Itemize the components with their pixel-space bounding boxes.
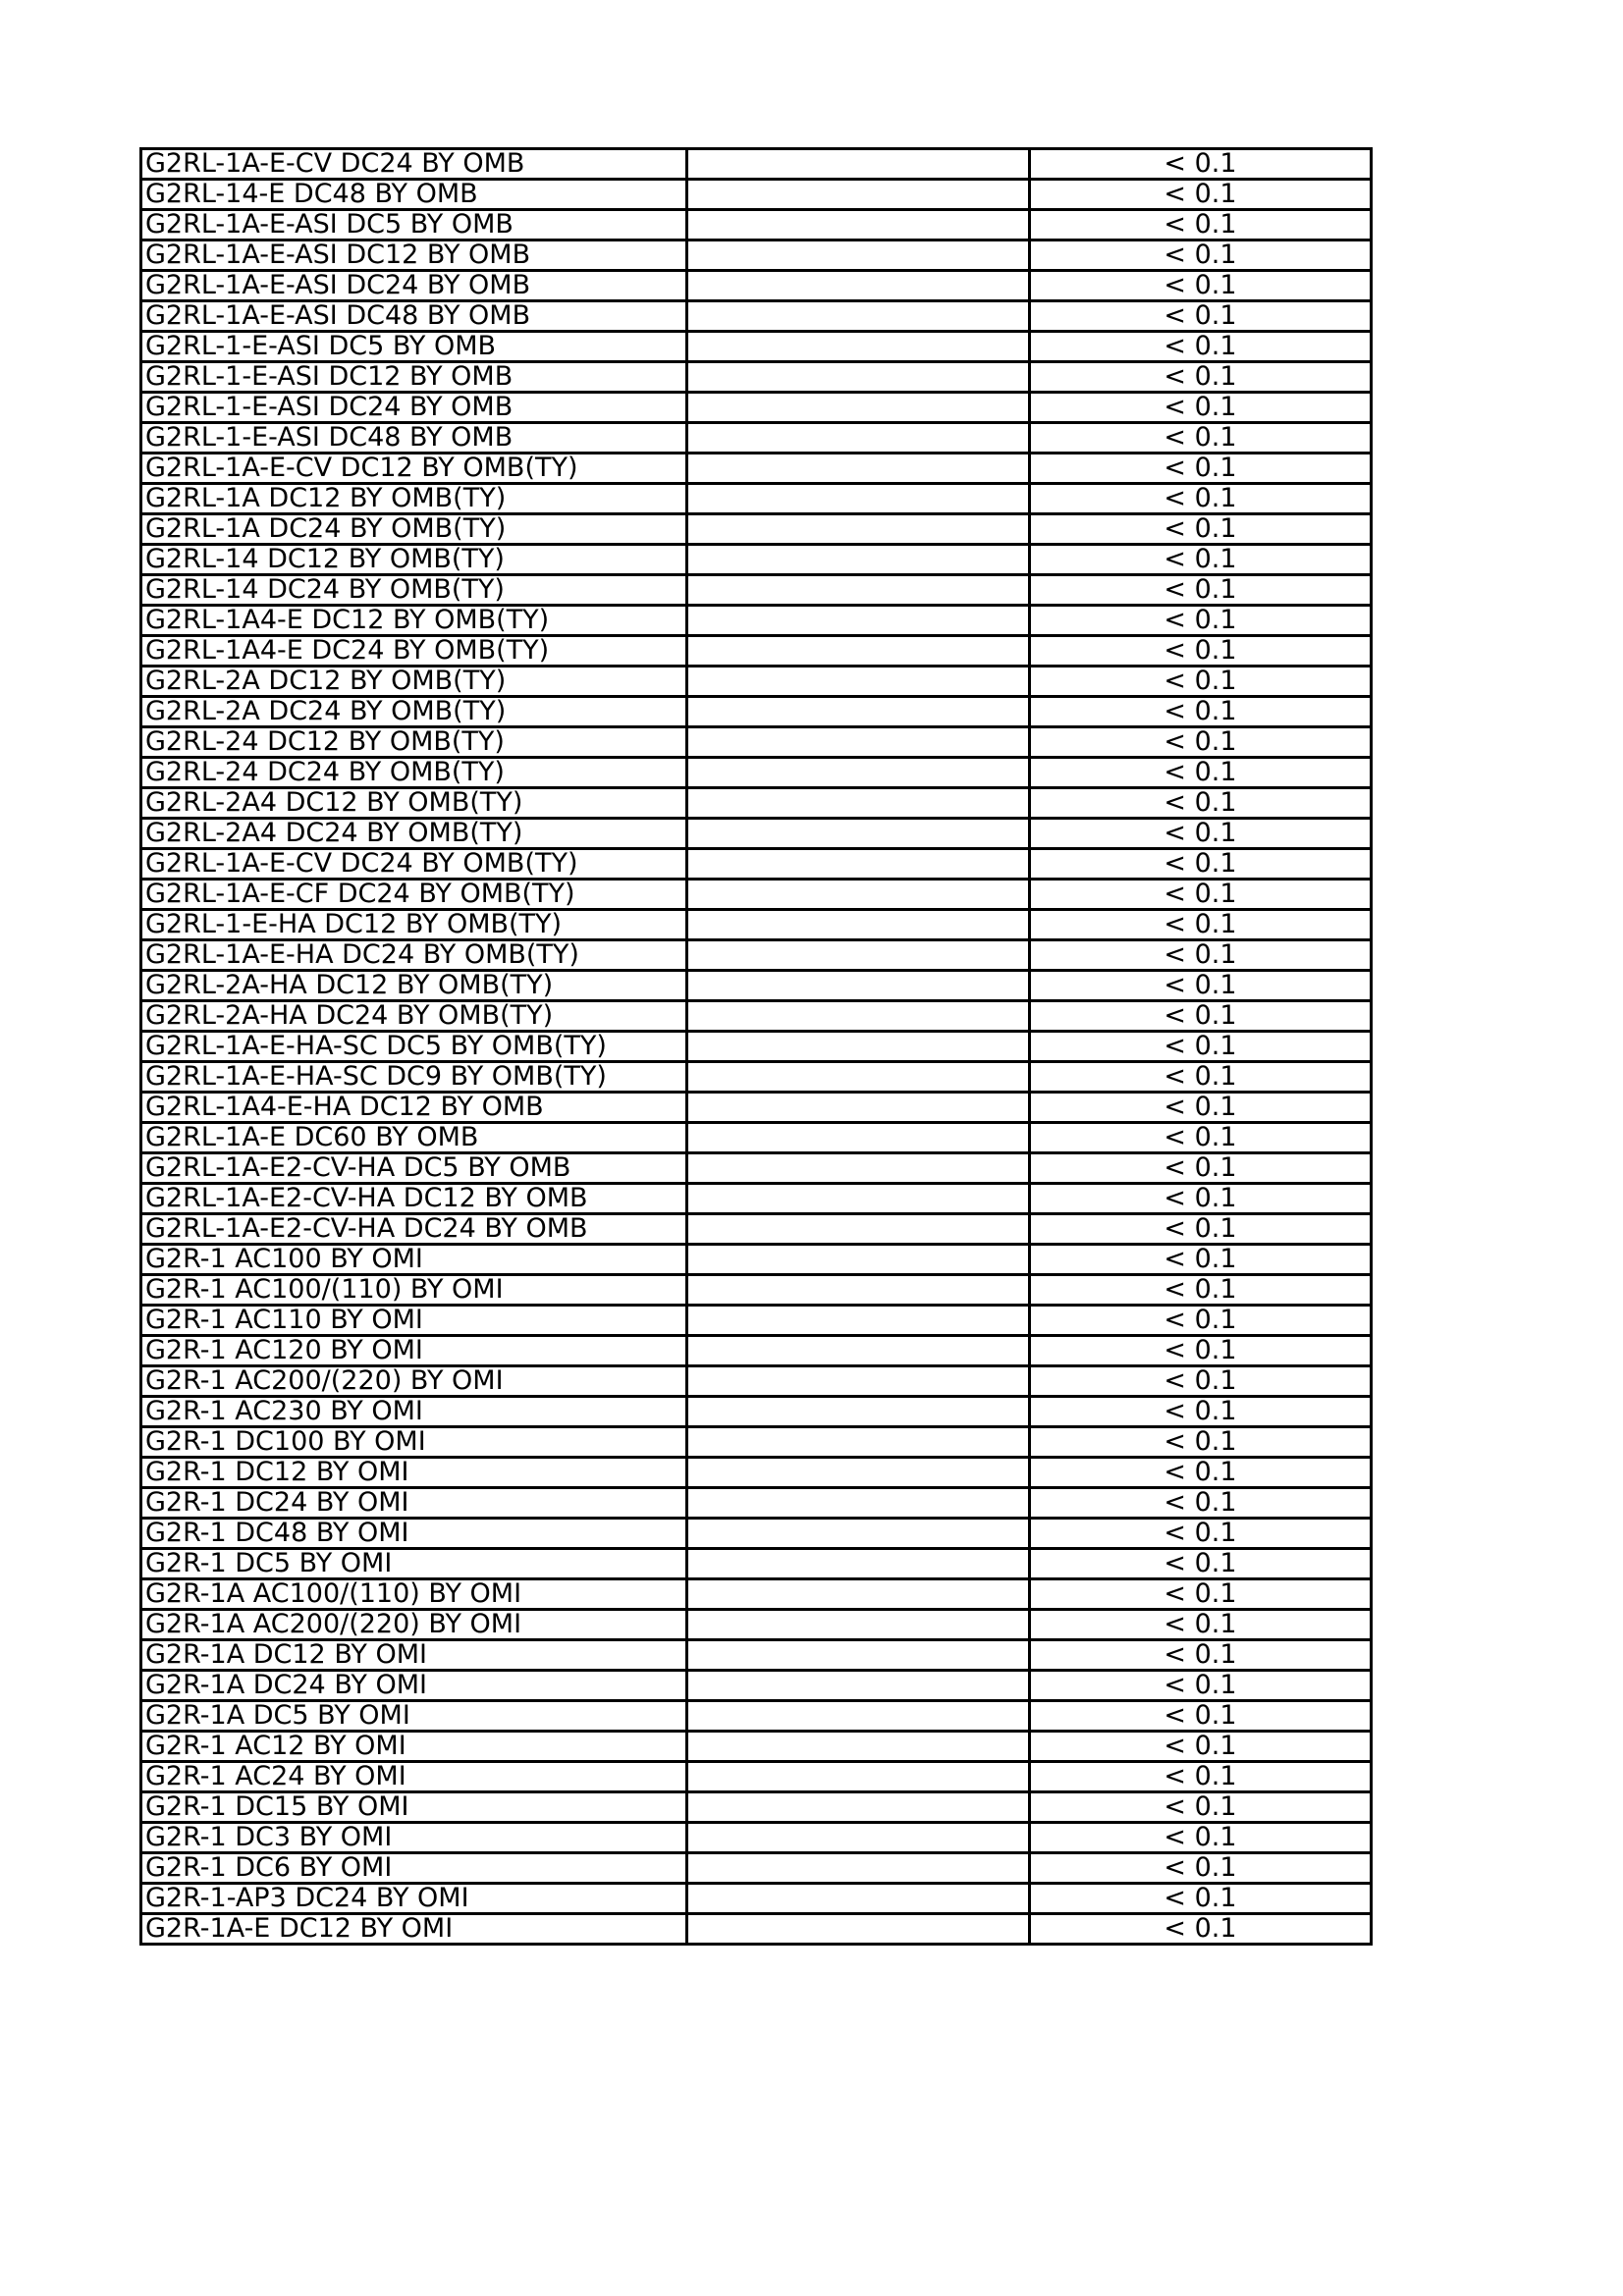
table-row bbox=[141, 1366, 1372, 1397]
value-cell: < 0.1 bbox=[1030, 1366, 1372, 1397]
part-number-cell: G2R-1 DC6 BY OMI bbox=[141, 1853, 687, 1884]
empty-cell bbox=[687, 1184, 1030, 1214]
table-row bbox=[141, 1336, 1372, 1366]
parts-table-body bbox=[141, 149, 1372, 1945]
part-number-cell: G2R-1A-E DC12 BY OMI bbox=[141, 1914, 687, 1945]
part-number-cell: G2RL-14 DC12 BY OMB(TY) bbox=[141, 545, 687, 575]
part-number-cell: G2RL-1-E-ASI DC5 BY OMB bbox=[141, 332, 687, 362]
table-row bbox=[141, 1549, 1372, 1579]
table-row bbox=[141, 240, 1372, 271]
part-number-cell: G2RL-1-E-ASI DC24 BY OMB bbox=[141, 393, 687, 423]
value-cell: < 0.1 bbox=[1030, 271, 1372, 301]
empty-cell bbox=[687, 1701, 1030, 1732]
table-row bbox=[141, 1701, 1372, 1732]
part-number-cell: G2RL-1A-E2-CV-HA DC24 BY OMB bbox=[141, 1214, 687, 1245]
table-row bbox=[141, 1853, 1372, 1884]
value-cell: < 0.1 bbox=[1030, 1397, 1372, 1427]
table-row bbox=[141, 1275, 1372, 1306]
part-number-cell: G2RL-1A-E-CV DC24 BY OMB bbox=[141, 149, 687, 180]
empty-cell bbox=[687, 484, 1030, 514]
empty-cell bbox=[687, 1001, 1030, 1032]
table-row bbox=[141, 1062, 1372, 1093]
empty-cell bbox=[687, 788, 1030, 819]
table-row bbox=[141, 423, 1372, 454]
parts-table bbox=[139, 147, 1373, 1946]
table-row bbox=[141, 940, 1372, 971]
part-number-cell: G2R-1 AC100 BY OMI bbox=[141, 1245, 687, 1275]
value-cell: < 0.1 bbox=[1030, 1519, 1372, 1549]
value-cell: < 0.1 bbox=[1030, 1701, 1372, 1732]
value-cell: < 0.1 bbox=[1030, 1093, 1372, 1123]
value-cell: < 0.1 bbox=[1030, 1184, 1372, 1214]
part-number-cell: G2RL-1A-E-CF DC24 BY OMB(TY) bbox=[141, 880, 687, 910]
empty-cell bbox=[687, 575, 1030, 606]
part-number-cell: G2R-1 AC200/(220) BY OMI bbox=[141, 1366, 687, 1397]
value-cell: < 0.1 bbox=[1030, 1153, 1372, 1184]
table-row bbox=[141, 606, 1372, 636]
table-row bbox=[141, 271, 1372, 301]
value-cell: < 0.1 bbox=[1030, 240, 1372, 271]
value-cell: < 0.1 bbox=[1030, 1123, 1372, 1153]
part-number-cell: G2RL-1A-E-CV DC12 BY OMB(TY) bbox=[141, 454, 687, 484]
part-number-cell: G2RL-1A-E-HA DC24 BY OMB(TY) bbox=[141, 940, 687, 971]
table-row bbox=[141, 210, 1372, 240]
empty-cell bbox=[687, 1214, 1030, 1245]
value-cell: < 0.1 bbox=[1030, 1306, 1372, 1336]
part-number-cell: G2RL-1A4-E-HA DC12 BY OMB bbox=[141, 1093, 687, 1123]
value-cell: < 0.1 bbox=[1030, 1214, 1372, 1245]
table-row bbox=[141, 971, 1372, 1001]
table-row bbox=[141, 301, 1372, 332]
empty-cell bbox=[687, 819, 1030, 849]
part-number-cell: G2R-1 DC100 BY OMI bbox=[141, 1427, 687, 1458]
part-number-cell: G2R-1 AC24 BY OMI bbox=[141, 1762, 687, 1792]
empty-cell bbox=[687, 1579, 1030, 1610]
value-cell: < 0.1 bbox=[1030, 332, 1372, 362]
empty-cell bbox=[687, 1397, 1030, 1427]
empty-cell bbox=[687, 880, 1030, 910]
part-number-cell: G2RL-2A4 DC12 BY OMB(TY) bbox=[141, 788, 687, 819]
empty-cell bbox=[687, 362, 1030, 393]
empty-cell bbox=[687, 971, 1030, 1001]
table-row bbox=[141, 1488, 1372, 1519]
table-row bbox=[141, 149, 1372, 180]
table-row bbox=[141, 393, 1372, 423]
value-cell: < 0.1 bbox=[1030, 819, 1372, 849]
empty-cell bbox=[687, 940, 1030, 971]
table-row bbox=[141, 1884, 1372, 1914]
table-row bbox=[141, 636, 1372, 667]
value-cell: < 0.1 bbox=[1030, 575, 1372, 606]
part-number-cell: G2RL-1A-E2-CV-HA DC5 BY OMB bbox=[141, 1153, 687, 1184]
empty-cell bbox=[687, 1884, 1030, 1914]
part-number-cell: G2RL-1A-E-ASI DC5 BY OMB bbox=[141, 210, 687, 240]
part-number-cell: G2R-1-AP3 DC24 BY OMI bbox=[141, 1884, 687, 1914]
value-cell: < 0.1 bbox=[1030, 1914, 1372, 1945]
value-cell: < 0.1 bbox=[1030, 697, 1372, 727]
table-row bbox=[141, 1184, 1372, 1214]
empty-cell bbox=[687, 545, 1030, 575]
empty-cell bbox=[687, 514, 1030, 545]
value-cell: < 0.1 bbox=[1030, 1275, 1372, 1306]
empty-cell bbox=[687, 240, 1030, 271]
part-number-cell: G2R-1A DC12 BY OMI bbox=[141, 1640, 687, 1671]
table-row bbox=[141, 1458, 1372, 1488]
value-cell: < 0.1 bbox=[1030, 1032, 1372, 1062]
part-number-cell: G2R-1 DC24 BY OMI bbox=[141, 1488, 687, 1519]
part-number-cell: G2RL-14-E DC48 BY OMB bbox=[141, 180, 687, 210]
table-row bbox=[141, 1032, 1372, 1062]
part-number-cell: G2RL-1-E-ASI DC12 BY OMB bbox=[141, 362, 687, 393]
value-cell: < 0.1 bbox=[1030, 758, 1372, 788]
empty-cell bbox=[687, 454, 1030, 484]
value-cell: < 0.1 bbox=[1030, 454, 1372, 484]
empty-cell bbox=[687, 1853, 1030, 1884]
table-row bbox=[141, 545, 1372, 575]
empty-cell bbox=[687, 1914, 1030, 1945]
empty-cell bbox=[687, 1427, 1030, 1458]
part-number-cell: G2RL-1A4-E DC12 BY OMB(TY) bbox=[141, 606, 687, 636]
value-cell: < 0.1 bbox=[1030, 727, 1372, 758]
value-cell: < 0.1 bbox=[1030, 1853, 1372, 1884]
part-number-cell: G2R-1 AC120 BY OMI bbox=[141, 1336, 687, 1366]
empty-cell bbox=[687, 1610, 1030, 1640]
part-number-cell: G2R-1 DC3 BY OMI bbox=[141, 1823, 687, 1853]
value-cell: < 0.1 bbox=[1030, 1762, 1372, 1792]
empty-cell bbox=[687, 1153, 1030, 1184]
value-cell: < 0.1 bbox=[1030, 1671, 1372, 1701]
empty-cell bbox=[687, 1093, 1030, 1123]
empty-cell bbox=[687, 1732, 1030, 1762]
part-number-cell: G2RL-1A-E-ASI DC48 BY OMB bbox=[141, 301, 687, 332]
part-number-cell: G2RL-14 DC24 BY OMB(TY) bbox=[141, 575, 687, 606]
table-row bbox=[141, 788, 1372, 819]
part-number-cell: G2R-1 AC100/(110) BY OMI bbox=[141, 1275, 687, 1306]
empty-cell bbox=[687, 1245, 1030, 1275]
value-cell: < 0.1 bbox=[1030, 149, 1372, 180]
empty-cell bbox=[687, 423, 1030, 454]
empty-cell bbox=[687, 1488, 1030, 1519]
empty-cell bbox=[687, 180, 1030, 210]
value-cell: < 0.1 bbox=[1030, 971, 1372, 1001]
empty-cell bbox=[687, 1123, 1030, 1153]
table-row bbox=[141, 758, 1372, 788]
value-cell: < 0.1 bbox=[1030, 1823, 1372, 1853]
value-cell: < 0.1 bbox=[1030, 636, 1372, 667]
part-number-cell: G2RL-2A DC24 BY OMB(TY) bbox=[141, 697, 687, 727]
table-row bbox=[141, 1732, 1372, 1762]
empty-cell bbox=[687, 332, 1030, 362]
table-row bbox=[141, 819, 1372, 849]
value-cell: < 0.1 bbox=[1030, 1245, 1372, 1275]
value-cell: < 0.1 bbox=[1030, 788, 1372, 819]
table-row bbox=[141, 1245, 1372, 1275]
table-row bbox=[141, 575, 1372, 606]
part-number-cell: G2R-1A AC200/(220) BY OMI bbox=[141, 1610, 687, 1640]
table-row bbox=[141, 727, 1372, 758]
empty-cell bbox=[687, 393, 1030, 423]
table-row bbox=[141, 1001, 1372, 1032]
empty-cell bbox=[687, 667, 1030, 697]
table-row bbox=[141, 1397, 1372, 1427]
value-cell: < 0.1 bbox=[1030, 1549, 1372, 1579]
table-row bbox=[141, 332, 1372, 362]
empty-cell bbox=[687, 1366, 1030, 1397]
table-row bbox=[141, 1123, 1372, 1153]
part-number-cell: G2RL-1A-E2-CV-HA DC12 BY OMB bbox=[141, 1184, 687, 1214]
part-number-cell: G2R-1 DC5 BY OMI bbox=[141, 1549, 687, 1579]
table-row bbox=[141, 362, 1372, 393]
table-row bbox=[141, 1823, 1372, 1853]
empty-cell bbox=[687, 1275, 1030, 1306]
part-number-cell: G2RL-1A-E-ASI DC24 BY OMB bbox=[141, 271, 687, 301]
table-row bbox=[141, 1640, 1372, 1671]
value-cell: < 0.1 bbox=[1030, 362, 1372, 393]
empty-cell bbox=[687, 1762, 1030, 1792]
part-number-cell: G2RL-2A-HA DC24 BY OMB(TY) bbox=[141, 1001, 687, 1032]
part-number-cell: G2RL-2A DC12 BY OMB(TY) bbox=[141, 667, 687, 697]
part-number-cell: G2RL-2A4 DC24 BY OMB(TY) bbox=[141, 819, 687, 849]
part-number-cell: G2R-1 AC230 BY OMI bbox=[141, 1397, 687, 1427]
table-row bbox=[141, 1427, 1372, 1458]
empty-cell bbox=[687, 910, 1030, 940]
value-cell: < 0.1 bbox=[1030, 423, 1372, 454]
value-cell: < 0.1 bbox=[1030, 849, 1372, 880]
part-number-cell: G2RL-1A-E-CV DC24 BY OMB(TY) bbox=[141, 849, 687, 880]
part-number-cell: G2RL-1-E-HA DC12 BY OMB(TY) bbox=[141, 910, 687, 940]
part-number-cell: G2RL-2A-HA DC12 BY OMB(TY) bbox=[141, 971, 687, 1001]
part-number-cell: G2RL-1A-E-HA-SC DC9 BY OMB(TY) bbox=[141, 1062, 687, 1093]
part-number-cell: G2R-1 DC15 BY OMI bbox=[141, 1792, 687, 1823]
value-cell: < 0.1 bbox=[1030, 667, 1372, 697]
value-cell: < 0.1 bbox=[1030, 514, 1372, 545]
part-number-cell: G2R-1 AC110 BY OMI bbox=[141, 1306, 687, 1336]
part-number-cell: G2RL-1-E-ASI DC48 BY OMB bbox=[141, 423, 687, 454]
empty-cell bbox=[687, 1062, 1030, 1093]
value-cell: < 0.1 bbox=[1030, 1579, 1372, 1610]
value-cell: < 0.1 bbox=[1030, 484, 1372, 514]
value-cell: < 0.1 bbox=[1030, 545, 1372, 575]
part-number-cell: G2RL-24 DC12 BY OMB(TY) bbox=[141, 727, 687, 758]
part-number-cell: G2R-1A AC100/(110) BY OMI bbox=[141, 1579, 687, 1610]
table-row bbox=[141, 454, 1372, 484]
part-number-cell: G2RL-1A DC12 BY OMB(TY) bbox=[141, 484, 687, 514]
empty-cell bbox=[687, 1671, 1030, 1701]
table-row bbox=[141, 849, 1372, 880]
table-row bbox=[141, 667, 1372, 697]
table-row bbox=[141, 1671, 1372, 1701]
table-row bbox=[141, 697, 1372, 727]
table-row bbox=[141, 1914, 1372, 1945]
table-row bbox=[141, 1762, 1372, 1792]
value-cell: < 0.1 bbox=[1030, 910, 1372, 940]
part-number-cell: G2RL-1A-E DC60 BY OMB bbox=[141, 1123, 687, 1153]
value-cell: < 0.1 bbox=[1030, 1488, 1372, 1519]
value-cell: < 0.1 bbox=[1030, 1062, 1372, 1093]
part-number-cell: G2R-1 AC12 BY OMI bbox=[141, 1732, 687, 1762]
part-number-cell: G2RL-24 DC24 BY OMB(TY) bbox=[141, 758, 687, 788]
empty-cell bbox=[687, 1458, 1030, 1488]
empty-cell bbox=[687, 301, 1030, 332]
value-cell: < 0.1 bbox=[1030, 606, 1372, 636]
empty-cell bbox=[687, 149, 1030, 180]
table-row bbox=[141, 1214, 1372, 1245]
value-cell: < 0.1 bbox=[1030, 301, 1372, 332]
value-cell: < 0.1 bbox=[1030, 1732, 1372, 1762]
part-number-cell: G2R-1A DC24 BY OMI bbox=[141, 1671, 687, 1701]
value-cell: < 0.1 bbox=[1030, 180, 1372, 210]
empty-cell bbox=[687, 1823, 1030, 1853]
part-number-cell: G2RL-1A DC24 BY OMB(TY) bbox=[141, 514, 687, 545]
table-row bbox=[141, 910, 1372, 940]
table-row bbox=[141, 1519, 1372, 1549]
value-cell: < 0.1 bbox=[1030, 1427, 1372, 1458]
value-cell: < 0.1 bbox=[1030, 1640, 1372, 1671]
value-cell: < 0.1 bbox=[1030, 1884, 1372, 1914]
table-row bbox=[141, 484, 1372, 514]
empty-cell bbox=[687, 1032, 1030, 1062]
empty-cell bbox=[687, 758, 1030, 788]
empty-cell bbox=[687, 1640, 1030, 1671]
empty-cell bbox=[687, 271, 1030, 301]
value-cell: < 0.1 bbox=[1030, 1792, 1372, 1823]
part-number-cell: G2R-1 DC48 BY OMI bbox=[141, 1519, 687, 1549]
table-row bbox=[141, 880, 1372, 910]
table-row bbox=[141, 1093, 1372, 1123]
value-cell: < 0.1 bbox=[1030, 940, 1372, 971]
value-cell: < 0.1 bbox=[1030, 880, 1372, 910]
empty-cell bbox=[687, 1792, 1030, 1823]
value-cell: < 0.1 bbox=[1030, 1458, 1372, 1488]
part-number-cell: G2R-1 DC12 BY OMI bbox=[141, 1458, 687, 1488]
part-number-cell: G2RL-1A-E-ASI DC12 BY OMB bbox=[141, 240, 687, 271]
value-cell: < 0.1 bbox=[1030, 1610, 1372, 1640]
empty-cell bbox=[687, 849, 1030, 880]
empty-cell bbox=[687, 1306, 1030, 1336]
part-number-cell: G2RL-1A4-E DC24 BY OMB(TY) bbox=[141, 636, 687, 667]
table-row bbox=[141, 1610, 1372, 1640]
table-row bbox=[141, 1306, 1372, 1336]
value-cell: < 0.1 bbox=[1030, 1336, 1372, 1366]
empty-cell bbox=[687, 1519, 1030, 1549]
value-cell: < 0.1 bbox=[1030, 393, 1372, 423]
table-row bbox=[141, 1153, 1372, 1184]
empty-cell bbox=[687, 636, 1030, 667]
empty-cell bbox=[687, 1336, 1030, 1366]
empty-cell bbox=[687, 1549, 1030, 1579]
empty-cell bbox=[687, 210, 1030, 240]
empty-cell bbox=[687, 727, 1030, 758]
table-row bbox=[141, 1579, 1372, 1610]
part-number-cell: G2RL-1A-E-HA-SC DC5 BY OMB(TY) bbox=[141, 1032, 687, 1062]
empty-cell bbox=[687, 697, 1030, 727]
value-cell: < 0.1 bbox=[1030, 210, 1372, 240]
table-row bbox=[141, 1792, 1372, 1823]
table-row bbox=[141, 514, 1372, 545]
part-number-cell: G2R-1A DC5 BY OMI bbox=[141, 1701, 687, 1732]
empty-cell bbox=[687, 606, 1030, 636]
table-row bbox=[141, 180, 1372, 210]
value-cell: < 0.1 bbox=[1030, 1001, 1372, 1032]
